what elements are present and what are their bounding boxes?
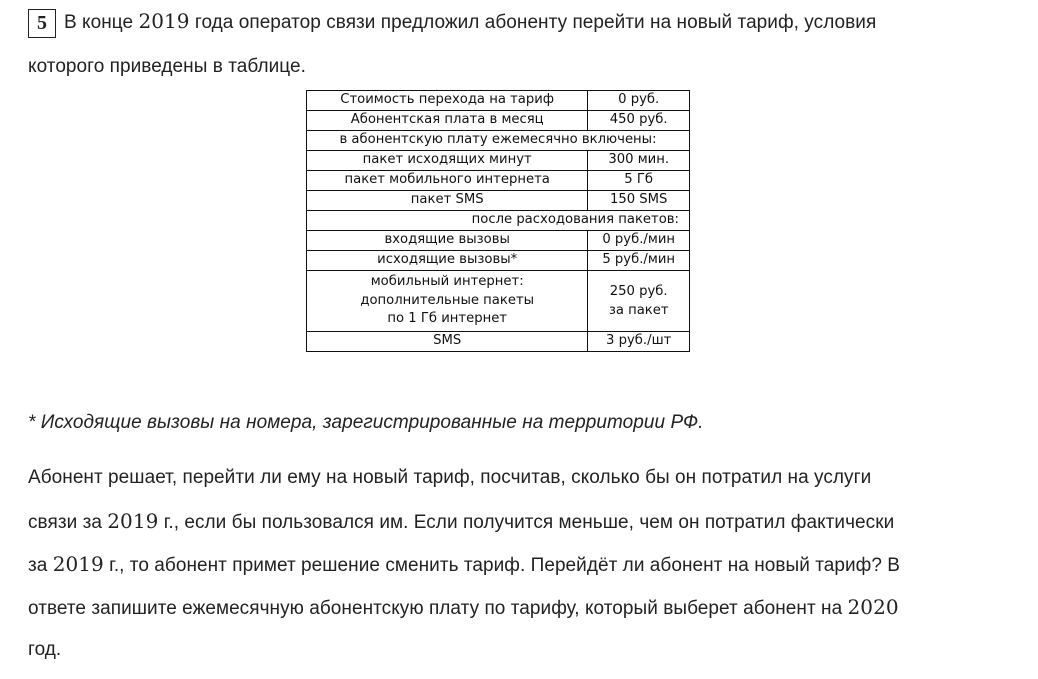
table-cell-name: Стоимость перехода на тариф [307,91,588,111]
task-intro-text-a: В конце [64,12,139,33]
paragraph-line-5: год. [28,639,62,660]
paragraph-text: г., то абонент примет решение сменить тариф. Перейдёт ли абонент на новый тариф? В [103,555,901,576]
task-intro-line-2: которого приведены в таблице. [28,56,306,77]
table-row [307,151,690,171]
paragraph-text: г., если бы пользовался им. Если получится меньше, чем он потратил фактически [158,512,895,533]
table-cell-value: 450 руб. [588,111,690,131]
paragraph-line-4 [28,595,899,621]
table-cell-value-multiline [588,271,690,332]
table-cell-value: 300 мин. [588,151,690,171]
table-cell-line: за пакет [608,302,669,318]
table-cell-name: Абонентская плата в месяц [307,111,588,131]
table-cell-line: мобильный интернет: [370,274,524,289]
paragraph-line-1: Абонент решает, перейти ли ему на новый тариф, посчитав, сколько бы он потратил на услуги [28,467,872,488]
table-cell-line: по 1 Гб интернет [387,311,507,327]
table-cell-line: 250 руб. [609,283,668,299]
paragraph-line-2 [28,509,894,535]
task-intro-year: 2019 [138,9,190,33]
paragraph-text: связи за [28,512,108,533]
table-cell-name: пакет мобильного интернета [307,171,588,191]
table-row [307,211,690,231]
task-number-badge: 5 [28,9,56,38]
table-cell-value: 5 руб./мин [588,251,690,271]
paragraph-year: 2020 [847,595,899,619]
table-cell-value: 0 руб. [588,91,690,111]
table-row [307,231,690,251]
table-row [307,111,690,131]
paragraph-text: за [28,555,53,576]
table-cell-name: пакет SMS [307,191,588,211]
table-row [307,131,690,151]
table-cell-name: пакет исходящих минут [307,151,588,171]
table-cell-value: 150 SMS [588,191,690,211]
footnote: * Исходящие вызовы на номера, зарегистрированные на территории РФ. [28,412,704,433]
table-row [307,91,690,111]
table-cell-name: исходящие вызовы* [307,251,588,271]
table-section-header: после расходования пакетов: [307,211,690,231]
table-row [307,191,690,211]
paragraph-year: 2019 [107,509,159,533]
table-row [307,251,690,271]
table-cell-value: 0 руб./мин [588,231,690,251]
table-row [307,331,690,351]
table-section-header: в абонентскую плату ежемесячно включены: [307,131,690,151]
table-cell-value: 5 Гб [588,171,690,191]
task-intro-text-b: года оператор связи предложил абоненту перейти на новый тариф, условия [189,12,877,33]
paragraph-text: ответе запишите ежемесячную абонентскую плату по тарифу, который выберет абонент на [28,598,848,619]
table-row [307,271,690,332]
table-cell-name: SMS [307,331,588,351]
table-row [307,171,690,191]
table-cell-line: дополнительные пакеты [360,292,535,308]
task-intro-line-1 [28,9,876,38]
paragraph-year: 2019 [52,552,104,576]
table-cell-value: 3 руб./шт [588,331,690,351]
table-cell-name: входящие вызовы [307,231,588,251]
paragraph-line-3 [28,552,900,578]
table-cell-name-multiline [307,271,588,332]
tariff-table [306,90,690,352]
